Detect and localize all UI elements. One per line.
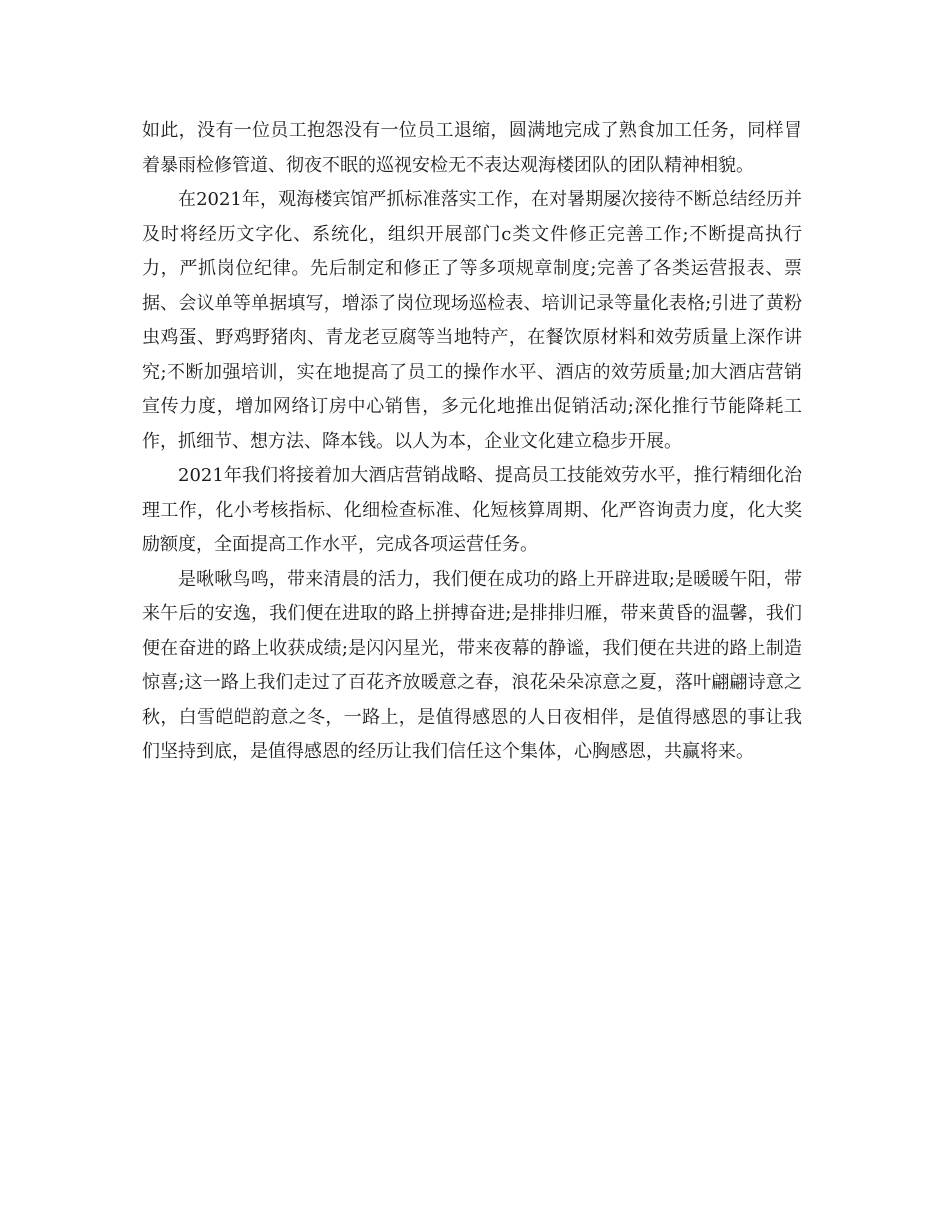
paragraph-2: 在2021年，观海楼宾馆严抓标准落实工作，在对暑期屡次接待不断总结经历并及时将经历文字化、系统化，组织开展部门c类文件修正完善工作;不断提高执行力，严抓岗位纪律。先后制定和修正了等多项规章制度;完善了各类运营报表、票据、会议单等单据填写，增添了岗位现场巡检表、培训记录等量化表格;引进了黄粉虫鸡蛋、野鸡野猪肉、青龙老豆腐等当地特产，在餐饮原材料和效劳质量上深作讲究;不断加强培训，实在地提高了员工的操作水平、酒店的效劳质量;加大酒店营销宣传力度，增加网络订房中心销售，多元化地推出促销活动;深化推行节能降耗工作，抓细节、想方法、降本钱。以人为本，企业文化建立稳步开展。 xyxy=(142,189,802,452)
paragraph-1: 如此，没有一位员工抱怨没有一位员工退缩，圆满地完成了熟食加工任务，同样冒着暴雨检修管道、彻夜不眠的巡视安检无不表达观海楼团队的团队精神相貌。 xyxy=(142,120,802,176)
document-body xyxy=(142,114,802,770)
paragraph-3: 2021年我们将接着加大酒店营销战略、提高员工技能效劳水平，推行精细化治理工作，化小考核指标、化细检查标准、化短核算周期、化严咨询责力度，化大奖励额度，全面提高工作水平，完成各项运营任务。 xyxy=(142,465,802,555)
paragraph-4: 是啾啾鸟鸣，带来清晨的活力，我们便在成功的路上开辟进取;是暖暖午阳，带来午后的安逸，我们便在进取的路上拼搏奋进;是排排归雁，带来黄昏的温馨，我们便在奋进的路上收获成绩;是闪闪星光，带来夜幕的静谧，我们便在共进的路上制造惊喜;这一路上我们走过了百花齐放暖意之春，浪花朵朵凉意之夏，落叶翩翩诗意之秋，白雪皑皑韵意之冬，一路上，是值得感恩的人日夜相伴，是值得感恩的事让我们坚持到底，是值得感恩的经历让我们信任这个集体，心胸感恩，共赢将来。 xyxy=(142,568,802,762)
